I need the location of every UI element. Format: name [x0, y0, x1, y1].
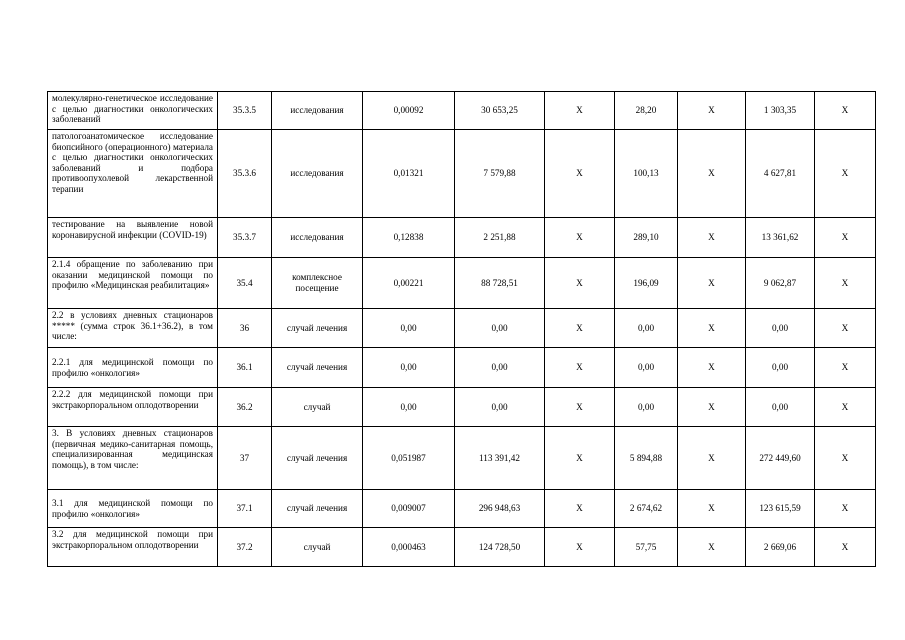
row-value: 0,12838 [363, 218, 455, 258]
row-unit: случай лечения [272, 309, 363, 348]
table-row [48, 427, 876, 490]
row-value: 9 062,87 [746, 258, 815, 309]
row-value: 196,09 [615, 258, 678, 309]
row-unit: случай [272, 528, 363, 567]
row-value: X [545, 528, 615, 567]
row-value: 0,00 [363, 388, 455, 427]
row-name: 3.1 для медицинской помощи по профилю «онкология» [48, 490, 218, 528]
row-code: 36 [218, 309, 272, 348]
row-value: X [678, 130, 746, 218]
table-row [48, 348, 876, 388]
row-value: X [545, 490, 615, 528]
table-row [48, 92, 876, 130]
row-value: 0,00 [615, 309, 678, 348]
table-row [48, 258, 876, 309]
row-value: 88 728,51 [455, 258, 545, 309]
row-value: 0,00 [746, 348, 815, 388]
table-row [48, 388, 876, 427]
row-code: 37.1 [218, 490, 272, 528]
table-row [48, 218, 876, 258]
row-value: X [678, 528, 746, 567]
row-code: 36.2 [218, 388, 272, 427]
row-value: 0,00 [455, 309, 545, 348]
row-value: 124 728,50 [455, 528, 545, 567]
row-value: 0,01321 [363, 130, 455, 218]
row-name: 3. В условиях дневных стационаров (первичная медико-санитарная помощь, специализированная медицинская помощь), в том числе: [48, 427, 218, 490]
row-name: тестирование на выявление новой коронавирусной инфекции (COVID-19) [48, 218, 218, 258]
row-value: X [678, 218, 746, 258]
row-value: 57,75 [615, 528, 678, 567]
row-value: 272 449,60 [746, 427, 815, 490]
row-unit: исследования [272, 92, 363, 130]
row-value: 7 579,88 [455, 130, 545, 218]
row-value: X [545, 92, 615, 130]
row-value: 28,20 [615, 92, 678, 130]
row-value: X [678, 92, 746, 130]
row-value: 0,00 [615, 348, 678, 388]
table-row [48, 528, 876, 567]
row-value: X [678, 348, 746, 388]
row-name: 2.2.2 для медицинской помощи при экстракорпоральном оплодотворении [48, 388, 218, 427]
row-value: 1 303,35 [746, 92, 815, 130]
table-row [48, 130, 876, 218]
row-name: 2.1.4 обращение по заболеванию при оказании медицинской помощи по профилю «Медицинская реабилитация» [48, 258, 218, 309]
row-value: 0,00092 [363, 92, 455, 130]
row-unit: случай [272, 388, 363, 427]
row-code: 37.2 [218, 528, 272, 567]
row-value: 289,10 [615, 218, 678, 258]
row-value: 0,051987 [363, 427, 455, 490]
row-unit: комплексное посещение [272, 258, 363, 309]
row-value: 0,00 [363, 348, 455, 388]
row-value: 2 674,62 [615, 490, 678, 528]
row-code: 35.4 [218, 258, 272, 309]
row-value: X [545, 348, 615, 388]
row-value: 13 361,62 [746, 218, 815, 258]
row-value: 5 894,88 [615, 427, 678, 490]
row-value: 0,00 [746, 309, 815, 348]
row-code: 35.3.5 [218, 92, 272, 130]
row-value: X [545, 130, 615, 218]
row-value: X [545, 388, 615, 427]
row-value: 296 948,63 [455, 490, 545, 528]
row-value: X [678, 309, 746, 348]
row-code: 35.3.7 [218, 218, 272, 258]
row-value: X [545, 218, 615, 258]
row-unit: случай лечения [272, 348, 363, 388]
row-value: 0,000463 [363, 528, 455, 567]
row-name: 2.2.1 для медицинской помощи по профилю «онкология» [48, 348, 218, 388]
row-unit: случай лечения [272, 427, 363, 490]
row-value: 0,00 [615, 388, 678, 427]
row-value: X [815, 218, 876, 258]
row-value: X [815, 528, 876, 567]
row-value: 30 653,25 [455, 92, 545, 130]
row-value: 2 251,88 [455, 218, 545, 258]
row-value: X [678, 427, 746, 490]
row-value: X [545, 427, 615, 490]
row-value: 0,00 [455, 348, 545, 388]
row-value: 113 391,42 [455, 427, 545, 490]
row-value: 4 627,81 [746, 130, 815, 218]
row-value: 0,00 [363, 309, 455, 348]
row-unit: случай лечения [272, 490, 363, 528]
table-row [48, 309, 876, 348]
row-name: молекулярно-генетическое исследование с целью диагностики онкологических заболеваний [48, 92, 218, 130]
row-value: X [678, 388, 746, 427]
row-code: 37 [218, 427, 272, 490]
row-value: 0,00 [455, 388, 545, 427]
row-value: 0,00 [746, 388, 815, 427]
row-unit: исследования [272, 130, 363, 218]
row-value: X [815, 309, 876, 348]
row-value: X [815, 258, 876, 309]
row-unit: исследования [272, 218, 363, 258]
row-value: 2 669,06 [746, 528, 815, 567]
row-code: 36.1 [218, 348, 272, 388]
row-name: 2.2 в условиях дневных стационаров ***** (сумма строк 36.1+36.2), в том числе: [48, 309, 218, 348]
row-value: X [678, 490, 746, 528]
row-value: X [545, 258, 615, 309]
row-value: X [815, 130, 876, 218]
row-value: 0,00221 [363, 258, 455, 309]
financing-table [47, 91, 876, 567]
row-value: 123 615,59 [746, 490, 815, 528]
row-value: X [815, 348, 876, 388]
row-value: 0,009007 [363, 490, 455, 528]
row-name: патологоанатомическое исследование биопсийного (операционного) материала с целью диагностики онкологических заболеваний и подбора противоопухолевой лекарственной терапии [48, 130, 218, 218]
row-value: X [815, 92, 876, 130]
row-value: X [815, 427, 876, 490]
row-code: 35.3.6 [218, 130, 272, 218]
row-value: X [545, 309, 615, 348]
row-value: X [815, 388, 876, 427]
row-name: 3.2 для медицинской помощи при экстракорпоральном оплодотворении [48, 528, 218, 567]
row-value: X [815, 490, 876, 528]
row-value: X [678, 258, 746, 309]
table-row [48, 490, 876, 528]
row-value: 100,13 [615, 130, 678, 218]
